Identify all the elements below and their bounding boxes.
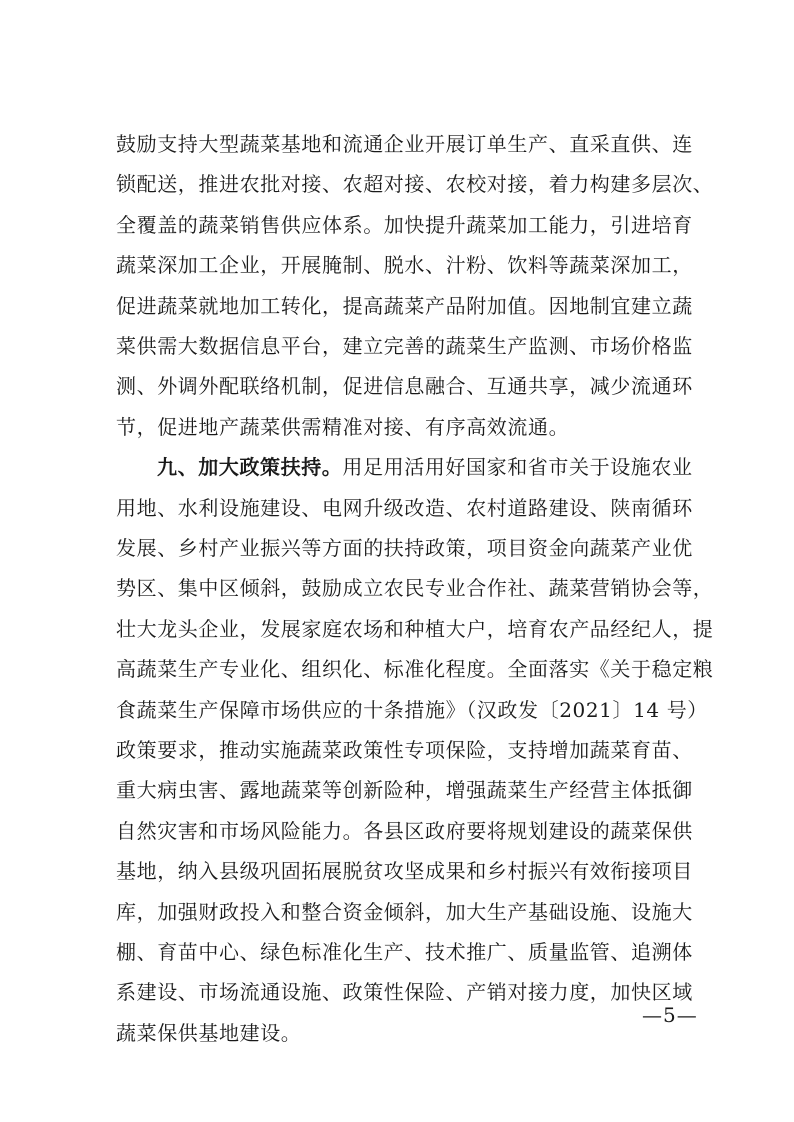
body-text-line: 全覆盖的蔬菜销售供应体系。加快提升蔬菜加工能力，引进培育 xyxy=(116,212,693,237)
body-text-line: 棚、育苗中心、绿色标准化生产、技术推广、质量监管、追溯体 xyxy=(116,940,693,964)
body-text-line: 测、外调外配联络机制，促进信息融合、互通共享，减少流通环 xyxy=(116,374,693,399)
body-text-line: 食蔬菜生产保障市场供应的十条措施》（汉政发〔2021〕14 号） xyxy=(116,697,708,722)
body-text-line: 基地，纳入县级巩固拓展脱贫攻坚成果和乡村振兴有效衔接项目 xyxy=(116,859,693,884)
body-text-line: 势区、集中区倾斜，鼓励成立农民专业合作社、蔬菜营销协会等， xyxy=(116,576,714,601)
body-text-line: 用地、水利设施建设、电网升级改造、农村道路建设、陕南循环 xyxy=(116,495,693,520)
body-text-line: 高蔬菜生产专业化、组织化、标准化程度。全面落实《关于稳定粮 xyxy=(116,657,714,682)
page-number: —5— xyxy=(642,1003,698,1027)
body-text-line: 发展、乡村产业振兴等方面的扶持政策，项目资金向蔬菜产业优 xyxy=(116,536,693,560)
section-heading: 九、加大政策扶持。 xyxy=(157,455,343,480)
body-text-line: 壮大龙头企业，发展家庭农场和种植大户，培育农产品经纪人，提 xyxy=(116,616,714,641)
section-heading-line xyxy=(157,455,717,479)
body-text-line: 系建设、市场流通设施、政策性保险、产销对接力度，加快区域 xyxy=(116,980,693,1005)
body-text-line: 菜供需大数据信息平台，建立完善的蔬菜生产监测、市场价格监 xyxy=(116,334,693,358)
body-text-line: 锁配送，推进农批对接、农超对接、农校对接，着力构建多层次、 xyxy=(116,172,714,197)
body-text-line: 蔬菜保供基地建设。 xyxy=(116,1020,302,1045)
body-text-line: 节，促进地产蔬菜供需精准对接、有序高效流通。 xyxy=(116,414,570,439)
body-text-line: 政策要求，推动实施蔬菜政策性专项保险，支持增加蔬菜育苗、 xyxy=(116,738,693,762)
body-text-line: 促进蔬菜就地加工转化，提高蔬菜产品附加值。因地制宜建立蔬 xyxy=(116,293,693,318)
body-text-line: 自然灾害和市场风险能力。各县区政府要将规划建设的蔬菜保供 xyxy=(116,818,693,843)
body-text: 用足用活用好国家和省市关于设施农业 xyxy=(342,455,693,480)
body-text-line: 库，加强财政投入和整合资金倾斜，加大生产基础设施、设施大 xyxy=(116,899,693,924)
body-text-line: 蔬菜深加工企业，开展腌制、脱水、汁粉、饮料等蔬菜深加工， xyxy=(116,253,693,278)
body-text-line: 鼓励支持大型蔬菜基地和流通企业开展订单生产、直采直供、连 xyxy=(116,132,693,156)
body-text-line: 重大病虫害、露地蔬菜等创新险种，增强蔬菜生产经营主体抵御 xyxy=(116,778,693,803)
